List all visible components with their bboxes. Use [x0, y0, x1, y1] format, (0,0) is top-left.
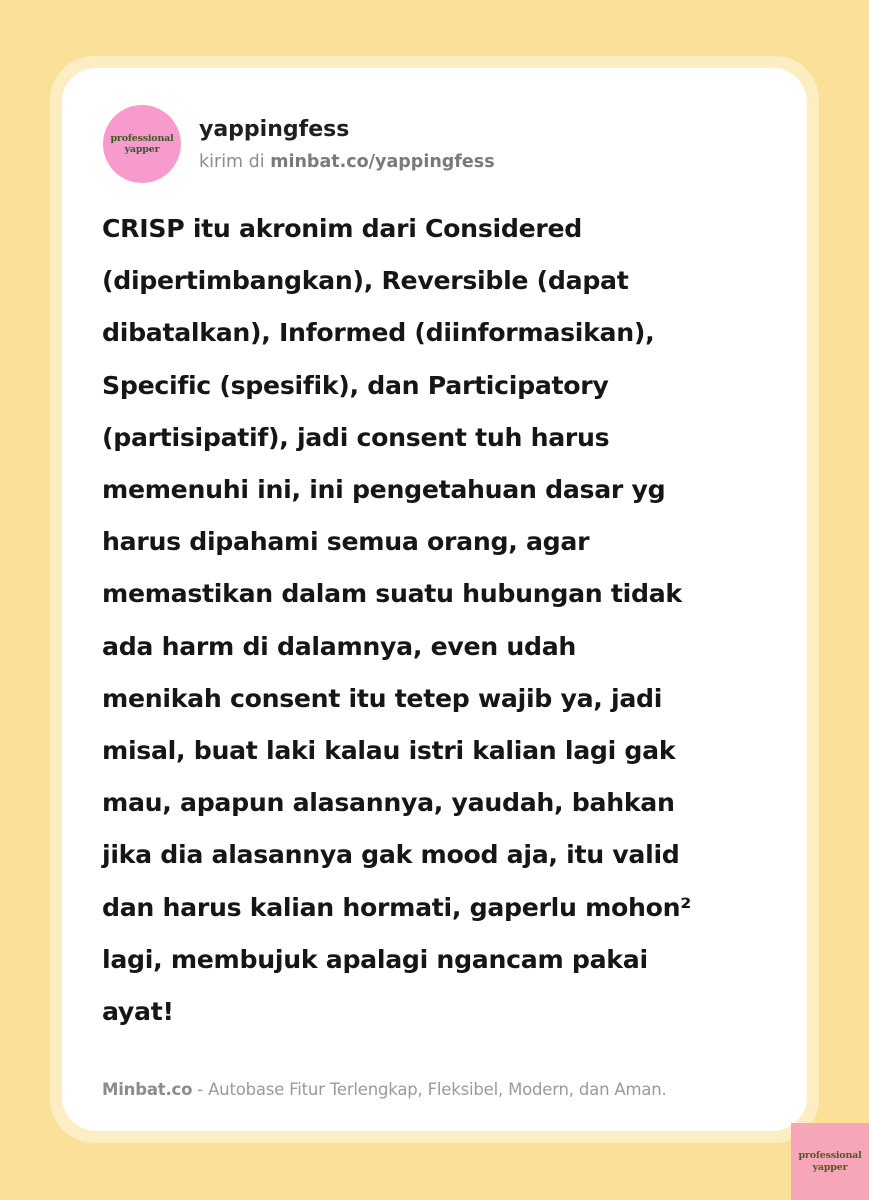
message-line: misal, buat laki kalau istri kalian lagi gak — [102, 736, 676, 766]
message-line: Specific (spesifik), dan Participatory — [102, 370, 609, 400]
message-line: jika dia alasannya gak mood aja, itu valid — [102, 840, 680, 870]
message-line: ada harm di dalamnya, even udah — [102, 631, 577, 661]
message-line: mau, apapun alasannya, yaudah, bahkan — [102, 788, 675, 818]
message-body — [102, 203, 782, 1038]
send-info — [199, 150, 495, 174]
avatar-text-line-1: professional — [110, 133, 174, 144]
message-line: harus dipahami semua orang, agar — [102, 527, 590, 557]
message-line: CRISP itu akronim dari Considered — [102, 214, 582, 243]
message-line: (dipertimbangkan), Reversible (dapat — [102, 266, 629, 296]
message-line: dan harus kalian hormati, gaperlu mohon² — [102, 892, 692, 922]
avatar[interactable] — [103, 105, 181, 183]
watermark-logo — [791, 1123, 869, 1200]
avatar-text-line-2: yapper — [124, 144, 160, 155]
watermark-text-line-2: yapper — [812, 1161, 848, 1173]
footer-tagline: - Autobase Fitur Terlengkap, Fleksibel, Modern, dan Aman. — [197, 1080, 667, 1099]
message-line: memenuhi ini, ini pengetahuan dasar yg — [102, 475, 666, 505]
message-line: ayat! — [102, 997, 174, 1027]
message-line: lagi, membujuk apalagi ngancam pakai — [102, 944, 648, 974]
footer — [102, 1078, 667, 1102]
send-link[interactable]: minbat.co/yappingfess — [270, 152, 495, 172]
send-prefix: kirim di — [199, 152, 265, 172]
message-line: memastikan dalam suatu hubungan tidak — [102, 579, 682, 609]
message-line: (partisipatif), jadi consent tuh harus — [102, 422, 610, 452]
message-line: menikah consent itu tetep wajib ya, jadi — [102, 683, 663, 713]
post-card — [62, 68, 807, 1131]
account-name[interactable]: yappingfess — [199, 117, 350, 142]
message-line: dibatalkan), Informed (diinformasikan), — [102, 318, 655, 348]
watermark-text-line-1: professional — [798, 1149, 862, 1161]
footer-brand[interactable]: Minbat.co — [102, 1080, 193, 1099]
